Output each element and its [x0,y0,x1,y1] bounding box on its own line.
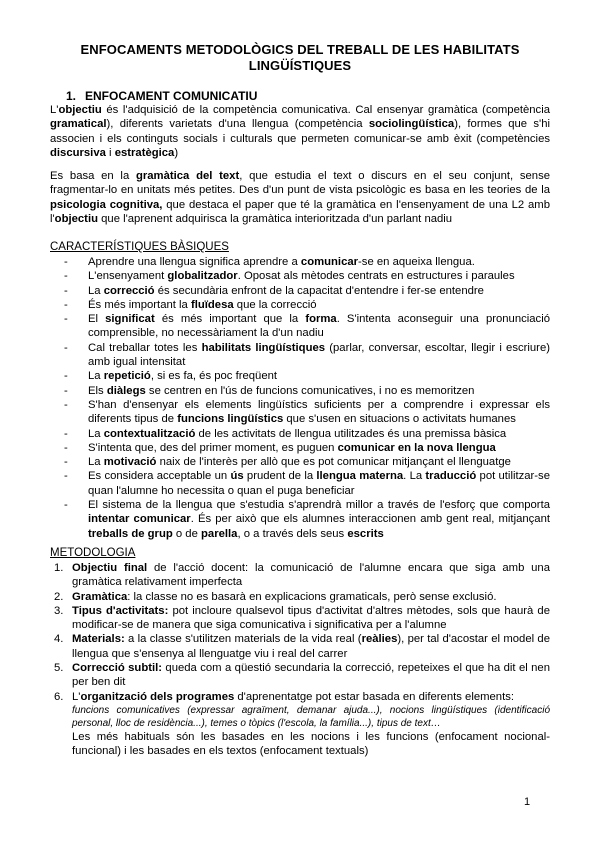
text-run: ), formes que s'hi associen i els continguts socials i culturals que permeten comunicar-se amb èxit (competències [50,118,550,145]
document-title [60,42,540,74]
text-run: S'intenta que, des del primer moment, es puguen [88,441,338,454]
bold-text: fluïdesa [190,298,234,311]
dash-marker: - [64,398,68,411]
dash-marker: - [64,427,68,440]
text-run: -se en aqueixa llengua. [358,256,475,268]
bold-text: comunicar en la nova llengua [337,441,496,454]
list-item [50,441,550,455]
bold-text: repetició [103,370,151,383]
text-run: és més important que la [154,313,306,326]
text-run: és l'adquisició de la competència comunicativa. Cal ensenyar gramàtica (competència [101,104,550,116]
text-run: S'han d'ensenyar els elements lingüístics suficients per a comprendre i expressar els diferents tipus de [88,398,550,426]
dash-marker: - [64,370,68,383]
text-run: Es considera acceptable un [88,470,231,483]
bold-text: intentar comunicar [88,513,191,526]
bold-text: ús [230,470,244,483]
text-run: que s'usen en situacions o activitats humanes [283,413,516,426]
bold-text: habilitats lingüístiques [201,341,326,354]
list-item [50,384,550,398]
text-run: : la classe no es basarà en explicacions gramaticals, però sense exclusió. [127,590,497,603]
dash-marker: - [64,499,68,512]
section-title: ENFOCAMENT COMUNICATIU [85,89,258,103]
bold-text: comunicar [300,256,359,268]
text-run: , o a través dels seus [237,527,348,540]
bold-text: globalitzador [167,270,238,283]
list-item [50,690,550,759]
bold-text: diàlegs [106,384,146,397]
bold-text: llengua materna [316,470,404,483]
text-run: La [88,284,104,297]
bold-text: significat [105,313,155,326]
list-item [50,632,550,661]
bold-text: reàlies [361,633,398,646]
list-item [50,561,550,590]
title-line-1: ENFOCAMENTS METODOLÒGICS DEL TREBALL DE LES HABILITATS [80,42,520,57]
dash-marker: - [64,341,68,354]
list-item [50,455,550,469]
list-item [50,590,550,604]
text-run: o de [172,527,202,540]
dash-marker: - [64,441,68,454]
list-item [50,341,550,370]
text-run: La [88,427,104,440]
characteristics-heading: CARACTERÍSTIQUES BÀSIQUES [50,241,229,253]
text-run: , si es fa, és poc freqüent [150,370,278,383]
dash-marker: - [64,313,68,326]
text-run: queda com a qüestió secundaria la correcció, repeteixes el que ha dit el nen per ben dit [72,662,550,689]
list-item [50,604,550,633]
bold-text: gramatical [50,118,107,131]
dash-marker: - [64,298,68,311]
characteristics-list [50,255,550,541]
bold-text: objectiu [54,213,98,226]
text-run: . S'intenta aconseguir una pronunciació comprensible, no necessàriament la d'un nadiu [88,313,550,340]
paragraph-objective [50,103,550,161]
item-number: 4. [54,633,64,646]
list-item [50,469,550,498]
item-number: 1. [54,562,64,574]
text-run: ), diferents varietats d'una llengua (competència [106,118,369,131]
section-number: 1. [66,89,77,103]
list-item [50,498,550,541]
text-run: ), per tal d'acostar el model de llengua que s'ensenya al llenguatge viu i real del carrer [72,633,550,660]
text-run: L' [72,690,81,703]
text-run: . És per això que els alumnes interaccionen amb gent real, mitjançant [190,513,550,526]
text-run: que la correcció [233,298,317,311]
text-run: (parlar, conversar, escoltar, llegir i escriure) amb igual intensitat [88,341,550,369]
item-number: 3. [54,604,64,617]
text-run: pot incloure qualsevol tipus d'activitat d'altres mètodes, sols que haurà de modificar-se de manera que siga comunicativa i significativa per a l'alumne [72,604,550,632]
bold-text: Objectiu final [72,562,148,574]
text-run: que l'aprenent adquirisca la gramàtica interioritzada d'un parlant nadiu [97,213,453,226]
text-run: Els [88,384,107,397]
section-heading [66,89,257,103]
text-run: ) [174,147,179,160]
text-run: El [88,313,106,326]
bold-text: gramàtica del text [135,170,240,182]
dash-marker: - [64,256,68,268]
bold-text: forma [305,313,337,326]
bold-text: objectiu [58,104,102,116]
text-run: . La [403,470,426,483]
text-run: prudent de la [243,470,317,483]
item-number: 6. [54,690,64,703]
text-run: Es basa en la [50,170,136,182]
text-run: és secundària enfront de la capacitat d'entendre i fer-se entendre [154,284,484,297]
text-run: pot utilitzar-se quan l'alumne ho necessita o quan el puga beneficiar [88,470,550,497]
text-run: , que estudia el text o discurs en el seu conjunt, sense fragmentar-lo en unitats més petites. Des d'un punt de vista psicològic es basa en les teories de la [50,170,551,197]
dash-marker: - [64,284,68,297]
list-item [50,269,550,283]
bold-text: treballs de grup [88,527,173,540]
text-run: a la classe s'utilitzen materials de la vida real ( [124,633,362,646]
text-run: de l'acció docent: la comunicació de l'alumne encara que siga amb una gramàtica relativament imperfecta [72,562,550,589]
text-run: És més important la [88,298,191,311]
list-item [50,298,550,312]
page-number: 1 [524,796,531,808]
text-run: Cal treballar totes les [88,341,202,354]
dash-marker: - [64,270,68,283]
list-item [50,427,550,441]
summary-text: Les més habituals són les basades en les nocions i les funcions (enfocament nocional-funcional) i les basades en els textos (enfocament textuals) [72,730,550,758]
text-run: . Oposat als mètodes centrats en estructures i paraules [237,270,515,283]
bold-text: escrits [347,527,384,540]
text-run: Aprendre una llengua significa aprendre a [88,256,301,268]
methodology-heading: METODOLOGIA [50,547,136,559]
text-run: que destaca el paper que té la gramàtica en l'ensenyament de una L2 amb l' [50,198,550,226]
list-item [50,398,550,427]
bold-text: Correcció subtil: [72,662,163,675]
bold-text: sociolingüística [368,118,455,131]
bold-text: discursiva [50,147,106,160]
dash-marker: - [64,470,68,483]
bold-text: Materials: [72,633,125,646]
dash-marker: - [64,384,68,397]
methodology-list [50,561,550,759]
paragraph-text-grammar [50,169,550,227]
text-run: se centren en l'ús de funcions comunicatives, i no es memoritzen [145,384,475,397]
bold-text: estratègica [114,147,175,160]
list-item [50,369,550,383]
text-run: L'ensenyament [88,270,168,283]
text-run: i [105,147,115,160]
list-item [50,661,550,690]
bold-text: Gramàtica [72,590,128,603]
bold-text: Tipus d'activitats: [72,604,169,617]
list-item [50,284,550,298]
bold-text: correcció [103,284,155,297]
bold-text: psicologia cognitiva, [50,198,163,211]
bold-text: organització dels programes [80,690,235,703]
item-number: 5. [54,662,64,675]
text-run: La [88,456,104,469]
list-item [50,312,550,341]
bold-text: motivació [103,456,157,469]
text-run: La [88,370,104,383]
text-run: d'aprenentatge pot estar basada en diferents elements: [234,690,515,703]
item-number: 2. [54,590,64,603]
text-run: L' [50,104,59,116]
text-run: El sistema de la llengua que s'estudia s'aprendrà millor a través de l'esforç que comporta [88,499,550,512]
text-run: naix de l'interès per allò que es pot comunicar mitjançant el llenguatge [156,456,511,469]
bold-text: funcions lingüístics [177,413,284,426]
title-line-2: LINGÜÍSTIQUES [248,58,352,73]
dash-marker: - [64,456,68,469]
examples-text: funcions comunicatives (expressar agraïment, demanar ajuda...), nocions lingüístiques (identificació personal, lloc de residència...), temes o tòpics (l'escola, la família...), tipus de text… [72,704,550,729]
list-item [50,255,550,269]
bold-text: parella [201,527,238,540]
bold-text: traducció [425,470,477,483]
text-run: de les activitats de llengua utilitzades és una premissa bàsica [195,427,507,440]
bold-text: contextualització [103,427,196,440]
